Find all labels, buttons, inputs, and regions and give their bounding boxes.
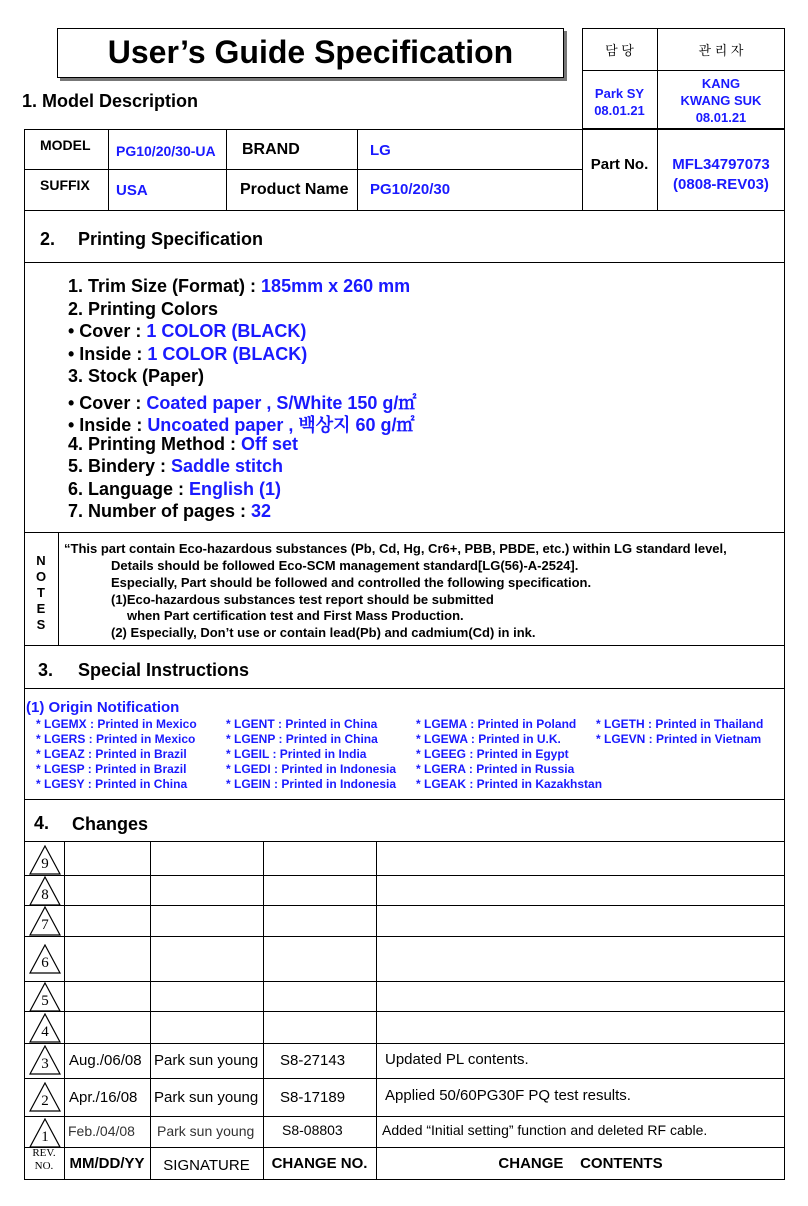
- spec-line: 2. Printing Colors: [68, 299, 219, 319]
- rev-no-header: REV. NO.: [32, 1147, 56, 1172]
- suffix-label: SUFFIX: [40, 177, 90, 193]
- revision-triangle-icon: 3: [29, 1045, 61, 1075]
- brand-label: BRAND: [242, 141, 300, 158]
- spec-line: 7. Number of pages : 32: [68, 501, 272, 521]
- origin-item: * LGERS : Printed in Mexico: [36, 732, 196, 746]
- spec-line: 1. Trim Size (Format) : 185mm x 260 mm: [68, 276, 411, 296]
- title-box: [57, 28, 564, 78]
- suffix-value: USA: [116, 182, 148, 199]
- origin-item: * LGENP : Printed in China: [226, 732, 378, 746]
- change-contents: Added “Initial setting” function and deleted RF cable.: [382, 1122, 708, 1138]
- special-section-number: 3.: [38, 660, 54, 680]
- origin-item: * LGEAZ : Printed in Brazil: [36, 747, 187, 761]
- revision-triangle-icon: 6: [29, 944, 61, 974]
- notes-line: “This part contain Eco-hazardous substances (Pb, Cd, Hg, Cr6+, PBB, PBDE, etc.) within LG standard level,: [64, 541, 727, 556]
- origin-item: * LGEWA : Printed in U.K.: [416, 732, 561, 746]
- approval-col2-header: 관 리 자: [698, 42, 744, 58]
- spec-line: 6. Language : English (1): [68, 479, 282, 499]
- notes-line: (2) Especially, Don’t use or contain lead(Pb) and cadmium(Cd) in ink.: [111, 625, 536, 640]
- printing-section-number: 2.: [40, 229, 56, 249]
- change-signature: Park sun young: [157, 1123, 255, 1139]
- revision-triangle-icon: 7: [29, 906, 61, 936]
- part-no-label: Part No.: [590, 156, 649, 173]
- signature-header: SIGNATURE: [163, 1157, 250, 1174]
- part-no-value1: MFL34797073: [672, 156, 770, 173]
- notes-line: (1)Eco-hazardous substances test report should be submitted: [111, 592, 494, 607]
- changes-section-number: 4.: [34, 813, 50, 833]
- model-label: MODEL: [40, 137, 91, 153]
- origin-item: * LGERA : Printed in Russia: [416, 762, 575, 776]
- origin-item: * LGEDI : Printed in Indonesia: [226, 762, 397, 776]
- approval-col1-date: 08.01.21: [594, 103, 645, 118]
- revision-triangle-icon: 1: [29, 1118, 61, 1148]
- revision-triangle-icon: 5: [29, 982, 61, 1012]
- origin-item: * LGEAK : Printed in Kazakhstan: [416, 777, 603, 791]
- product-name-label: Product Name: [240, 181, 349, 198]
- spec-line: • Cover : 1 COLOR (BLACK): [68, 321, 307, 341]
- change-date: Aug./06/08: [69, 1052, 142, 1069]
- origin-item: * LGEVN : Printed in Vietnam: [596, 732, 762, 746]
- spec-line: • Cover : Coated paper , S/White 150 g/㎡: [68, 393, 417, 413]
- printing-section-heading: Printing Specification: [78, 229, 264, 249]
- page-title: User’s Guide Specification: [107, 34, 514, 70]
- revision-triangle-icon: 4: [29, 1013, 61, 1043]
- revision-triangle-icon: 8: [29, 876, 61, 906]
- origin-item: * LGEIN : Printed in Indonesia: [226, 777, 397, 791]
- origin-notification-title: (1) Origin Notification: [26, 699, 180, 716]
- spec-line: • Inside : Uncoated paper , 백상지 60 g/㎡: [68, 415, 415, 435]
- spec-line: 4. Printing Method : Off set: [68, 434, 299, 454]
- change-date: Apr./16/08: [69, 1089, 138, 1106]
- change-number: S8-08803: [282, 1122, 343, 1138]
- notes-line: Details should be followed Eco-SCM management standard[LG(56)-A-2524].: [111, 558, 579, 573]
- origin-item: * LGETH : Printed in Thailand: [596, 717, 764, 731]
- approval-col2-name1: KANG: [701, 76, 741, 91]
- change-number: S8-17189: [280, 1089, 346, 1106]
- change-contents: Applied 50/60PG30F PQ test results.: [385, 1087, 631, 1104]
- change-contents-header: CHANGE CONTENTS: [498, 1155, 663, 1172]
- spec-line: • Inside : 1 COLOR (BLACK): [68, 344, 308, 364]
- change-contents: Updated PL contents.: [385, 1051, 529, 1068]
- model-value: PG10/20/30-UA: [116, 143, 216, 159]
- special-section-heading: Special Instructions: [78, 660, 250, 680]
- origin-item: * LGENT : Printed in China: [226, 717, 378, 731]
- origin-item: * LGESY : Printed in China: [36, 777, 188, 791]
- notes-side-label: N O T E S: [35, 553, 47, 632]
- approval-col1-name: Park SY: [594, 86, 645, 101]
- approval-col2-name2: KWANG SUK: [680, 93, 762, 108]
- spec-line: 3. Stock (Paper): [68, 366, 205, 386]
- date-header: MM/DD/YY: [69, 1155, 145, 1172]
- approval-col1-header: 담 당: [605, 42, 634, 58]
- spec-line: 5. Bindery : Saddle stitch: [68, 456, 284, 476]
- revision-triangle-icon: 9: [29, 845, 61, 875]
- approval-col2-date: 08.01.21: [695, 110, 747, 125]
- origin-item: * LGESP : Printed in Brazil: [36, 762, 187, 776]
- change-signature: Park sun young: [154, 1089, 259, 1106]
- model-description-heading: 1. Model Description: [22, 91, 199, 111]
- origin-item: * LGEMA : Printed in Poland: [416, 717, 577, 731]
- origin-item: * LGEMX : Printed in Mexico: [36, 717, 197, 731]
- change-signature: Park sun young: [154, 1052, 259, 1069]
- origin-item: * LGEIL : Printed in India: [226, 747, 367, 761]
- change-no-header: CHANGE NO.: [271, 1155, 368, 1172]
- brand-value: LG: [370, 142, 391, 159]
- notes-line: when Part certification test and First Mass Production.: [127, 608, 464, 623]
- revision-triangle-icon: 2: [29, 1082, 61, 1112]
- change-date: Feb./04/08: [68, 1123, 135, 1139]
- product-name-value: PG10/20/30: [370, 181, 451, 198]
- part-no-value2: (0808-REV03): [673, 176, 769, 193]
- change-number: S8-27143: [280, 1052, 346, 1069]
- notes-line: Especially, Part should be followed and controlled the following specification.: [111, 575, 592, 590]
- origin-item: * LGEEG : Printed in Egypt: [416, 747, 569, 761]
- changes-section-heading: Changes: [72, 814, 149, 834]
